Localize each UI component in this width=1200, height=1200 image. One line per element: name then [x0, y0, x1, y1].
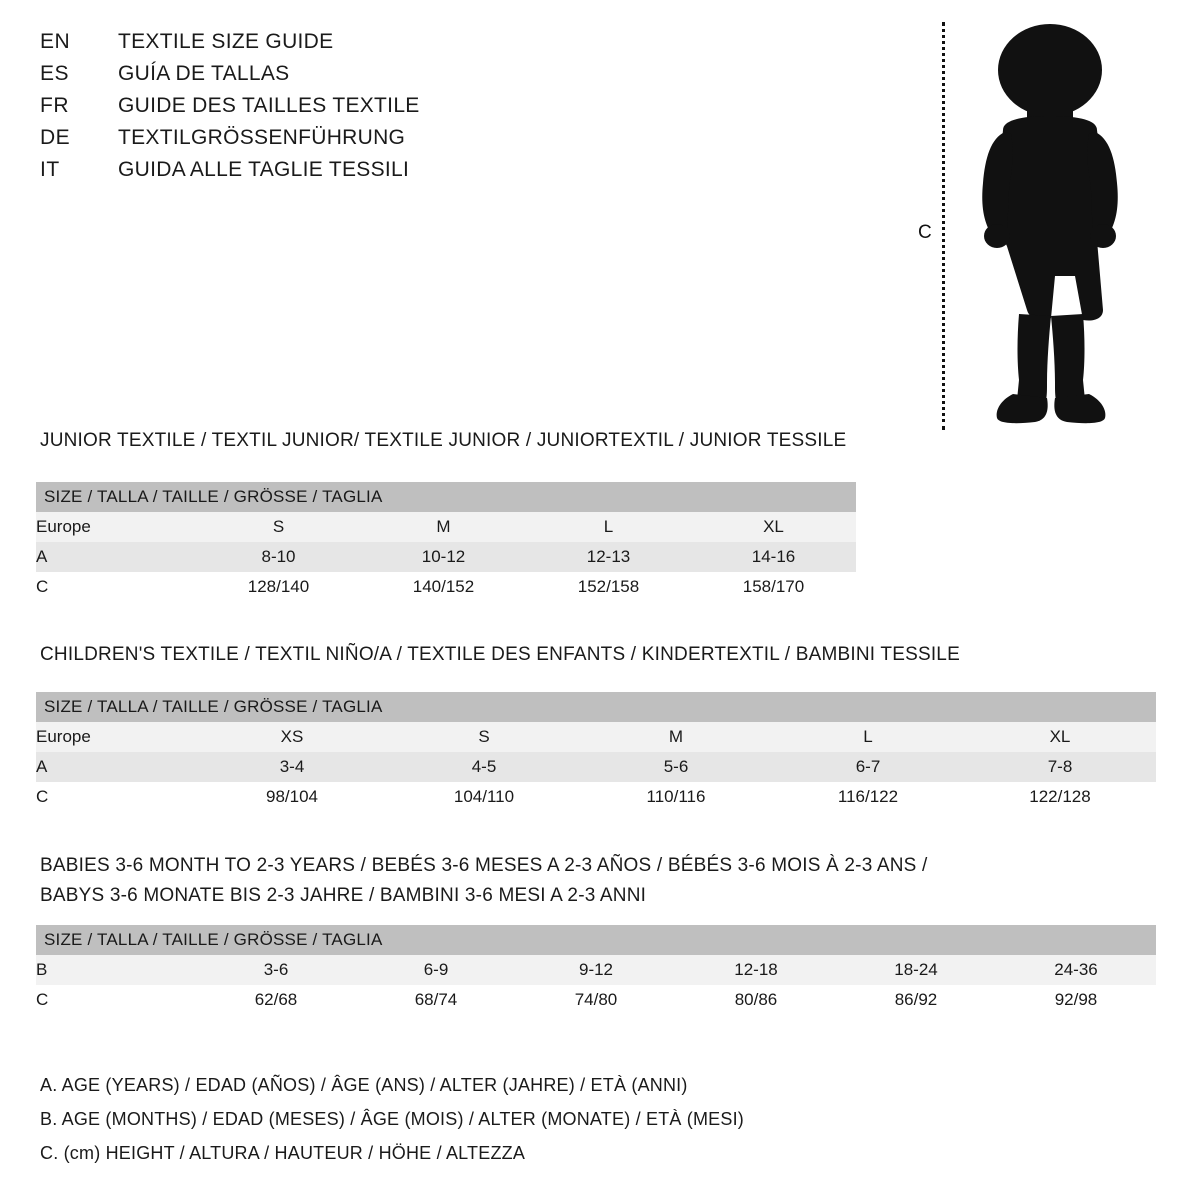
- row-value: 5-6: [580, 752, 772, 782]
- babies-size-table: [36, 925, 1156, 1015]
- row-value: 3-6: [196, 955, 356, 985]
- row-value: 12-13: [526, 542, 691, 572]
- height-measure-line: [942, 22, 945, 430]
- table-row: [36, 752, 1156, 782]
- junior-size-table: [36, 482, 856, 602]
- row-value: 92/98: [996, 985, 1156, 1015]
- row-value: 12-18: [676, 955, 836, 985]
- row-value: XL: [964, 722, 1156, 752]
- row-value: 4-5: [388, 752, 580, 782]
- row-value: 104/110: [388, 782, 580, 812]
- section-heading-junior: JUNIOR TEXTILE / TEXTIL JUNIOR/ TEXTILE JUNIOR / JUNIORTEXTIL / JUNIOR TESSILE: [40, 430, 847, 451]
- row-value: 8-10: [196, 542, 361, 572]
- row-value: 74/80: [516, 985, 676, 1015]
- row-value: 68/74: [356, 985, 516, 1015]
- language-row: [40, 62, 640, 94]
- junior-table-header-label: SIZE / TALLA / TAILLE / GRÖSSE / TAGLIA: [36, 482, 856, 512]
- language-title: TEXTILE SIZE GUIDE: [118, 30, 334, 53]
- table-row: [36, 542, 856, 572]
- section-heading-children: CHILDREN'S TEXTILE / TEXTIL NIÑO/A / TEXTILE DES ENFANTS / KINDERTEXTIL / BAMBINI TESSILE: [40, 644, 960, 665]
- row-value: M: [361, 512, 526, 542]
- babies-table-header-label: SIZE / TALLA / TAILLE / GRÖSSE / TAGLIA: [36, 925, 1156, 955]
- row-value: XL: [691, 512, 856, 542]
- legend-block: [40, 1068, 744, 1170]
- language-title: GUÍA DE TALLAS: [118, 62, 290, 85]
- height-measure-label: C: [918, 222, 932, 243]
- language-row: [40, 158, 640, 190]
- legend-line-b: B. AGE (MONTHS) / EDAD (MESES) / ÂGE (MOIS) / ALTER (MONATE) / ETÀ (MESI): [40, 1109, 744, 1129]
- language-code: IT: [40, 158, 60, 181]
- row-value: 18-24: [836, 955, 996, 985]
- row-value: 24-36: [996, 955, 1156, 985]
- row-label: C: [36, 782, 196, 812]
- row-value: XS: [196, 722, 388, 752]
- table-header-row: [36, 692, 1156, 722]
- children-table-header-label: SIZE / TALLA / TAILLE / GRÖSSE / TAGLIA: [36, 692, 1156, 722]
- row-value: 62/68: [196, 985, 356, 1015]
- table-row: [36, 512, 856, 542]
- row-label: Europe: [36, 722, 196, 752]
- children-size-table: [36, 692, 1156, 812]
- row-value: 116/122: [772, 782, 964, 812]
- row-value: 140/152: [361, 572, 526, 602]
- table-header-row: [36, 482, 856, 512]
- row-value: 98/104: [196, 782, 388, 812]
- row-value: 14-16: [691, 542, 856, 572]
- row-value: L: [526, 512, 691, 542]
- row-value: M: [580, 722, 772, 752]
- row-value: 7-8: [964, 752, 1156, 782]
- table-row: [36, 782, 1156, 812]
- row-label: A: [36, 752, 196, 782]
- row-value: 86/92: [836, 985, 996, 1015]
- row-value: S: [196, 512, 361, 542]
- table-row: [36, 955, 1156, 985]
- legend-line-c: C. (cm) HEIGHT / ALTURA / HAUTEUR / HÖHE / ALTEZZA: [40, 1143, 526, 1163]
- table-row: [36, 985, 1156, 1015]
- row-value: S: [388, 722, 580, 752]
- legend-line-a: A. AGE (YEARS) / EDAD (AÑOS) / ÂGE (ANS) / ALTER (JAHRE) / ETÀ (ANNI): [40, 1075, 688, 1095]
- table-header-row: [36, 925, 1156, 955]
- row-label: C: [36, 985, 196, 1015]
- row-label: Europe: [36, 512, 196, 542]
- row-value: 9-12: [516, 955, 676, 985]
- section-heading-babies-line1: BABIES 3-6 MONTH TO 2-3 YEARS / BEBÉS 3-6 MESES A 2-3 AÑOS / BÉBÉS 3-6 MOIS À 2-3 ANS /: [40, 855, 928, 876]
- section-heading-babies-line2: BABYS 3-6 MONATE BIS 2-3 JAHRE / BAMBINI 3-6 MESI A 2-3 ANNI: [40, 885, 647, 906]
- row-value: 158/170: [691, 572, 856, 602]
- language-row: [40, 30, 640, 62]
- table-row: [36, 572, 856, 602]
- row-value: L: [772, 722, 964, 752]
- row-value: 128/140: [196, 572, 361, 602]
- language-title: GUIDA ALLE TAGLIE TESSILI: [118, 158, 410, 181]
- language-title: GUIDE DES TAILLES TEXTILE: [118, 94, 420, 117]
- language-code: DE: [40, 126, 71, 149]
- row-value: 10-12: [361, 542, 526, 572]
- row-value: 6-9: [356, 955, 516, 985]
- row-value: 6-7: [772, 752, 964, 782]
- row-value: 3-4: [196, 752, 388, 782]
- language-title-block: [40, 30, 640, 190]
- row-value: 80/86: [676, 985, 836, 1015]
- row-value: 152/158: [526, 572, 691, 602]
- row-value: 110/116: [580, 782, 772, 812]
- child-silhouette-icon: [955, 18, 1145, 428]
- language-code: ES: [40, 62, 70, 85]
- language-title: TEXTILGRÖSSENFÜHRUNG: [118, 126, 406, 149]
- row-label: B: [36, 955, 196, 985]
- language-row: [40, 94, 640, 126]
- table-row: [36, 722, 1156, 752]
- row-label: A: [36, 542, 196, 572]
- language-code: EN: [40, 30, 71, 53]
- row-label: C: [36, 572, 196, 602]
- row-value: 122/128: [964, 782, 1156, 812]
- child-figure-illustration: [900, 10, 1160, 430]
- language-row: [40, 126, 640, 158]
- language-code: FR: [40, 94, 69, 117]
